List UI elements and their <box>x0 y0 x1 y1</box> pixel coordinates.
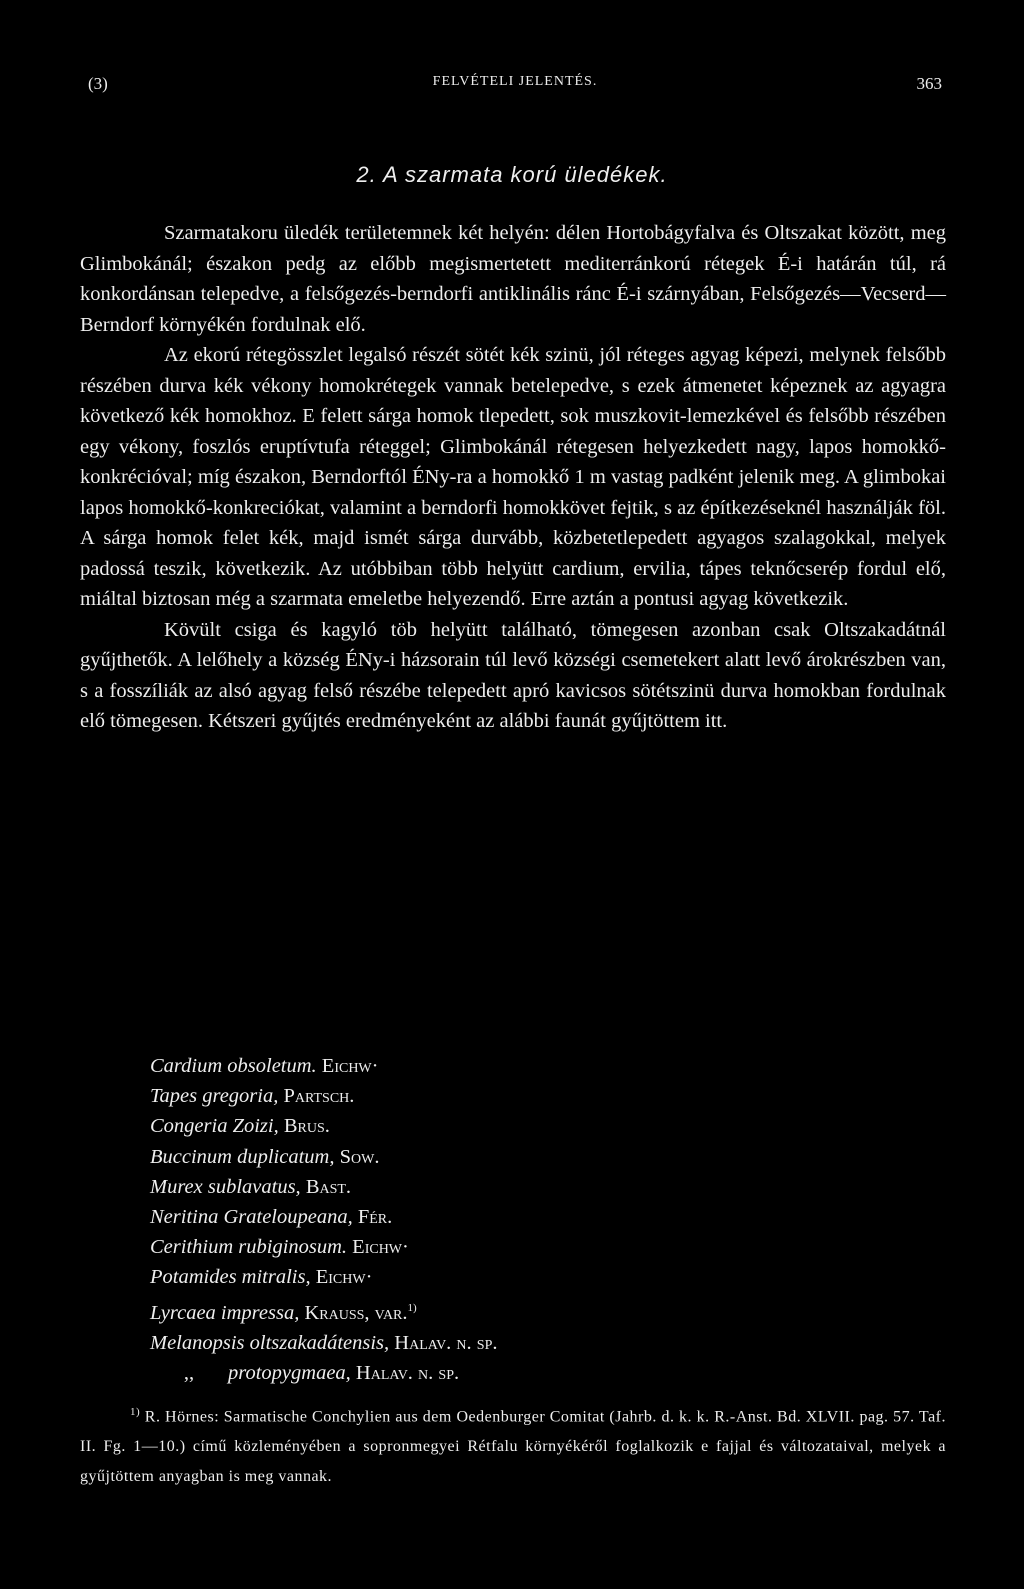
footnote <box>80 1398 946 1492</box>
species-name: Cardium obsoletum. <box>150 1055 317 1077</box>
species-author: Fér. <box>357 1206 393 1229</box>
ditto-mark: ,, <box>183 1361 195 1384</box>
paragraph-2: Az ekorú rétegösszlet legalsó részét sötét kék szinü, jól réteges agyag képezi, melynek felsőbb részében durva kék vékony homokrétegek vannak betelepedve, s ezek átmenetet képeznek az agyagra következő kék homokhoz. E felett sárga homok tlepedett, sok muszkovit-lemezkével és felsőbb részében egy vékony, foszlós eruptívtufa réteggel; Glimbokánál rétegesen helyezkedett nagy, lapos homokkő-konkrécióval; míg északon, Berndorftól ÉNy-ra a homokkő 1 m vastag padként jelenik meg. A glimbokai lapos homokkő-konkreciókat, valamint a berndorfi homokkövet fejtik, s az építkezéseknél használják föl. A sárga homok felet kék, majd ismét sárga durvább, közbetetlepedett agyagos szalagokkal, melyek padossá teszik, következik. Az utóbbiban több helyütt cardium, ervilia, tápes teknőcserép fordul elő, miáltal biztosan még a szarmata emeletbe helyezendő. Erre aztán a pontusi agyag következik. <box>80 344 946 610</box>
footnote-text: R. Hörnes: Sarmatische Conchylien aus dem Oedenburger Comitat (Jahrb. d. k. k. R.-Anst. Bd. XLVII. pag. 57. Taf. II. Fg. 1—10.) című közleményében a sopronmegyei Rétfalu környékéről foglalkozik e fajjal és változataival, melyek a gyűjtöttem anyagban is meg vannak. <box>80 1408 947 1485</box>
species-name: Congeria Zoizi, <box>150 1115 279 1138</box>
species-name: Tapes gregoria, <box>150 1085 279 1108</box>
species-author: Bast. <box>305 1175 352 1198</box>
paragraph-3: Kövült csiga és kagyló töb helyütt található, tömegesen azonban csak Oltszakadátnál gyűjthetők. A lelőhely a község ÉNy-i házsorain túl levő községi csemetekert alatt levő árokrészben van, s a fosszíliák az alsó agyag felső részébe telepedett apró kavicsos sötétszinü durva homokban fordulnak elő tömegesen. Kétszeri gyűjtés eredményeként az alábbi faunát gyűjtöttem itt. <box>80 618 946 732</box>
page-number: 363 <box>916 74 942 93</box>
species-item <box>150 1051 946 1081</box>
paragraph-1: Szarmatakoru üledék területemnek két helyén: délen Hortobágyfalva és Oltszakat között, meg Glimbokánál; északon pedg az előbb megismertetett mediterránkorú rétegek É-i határán túl, rá konkordánsan telepedve, a felsőgezés-berndorfi antiklinális ránc É-i szárnyában, Felsőgezés—Vecserd—Berndorf környékén fordulnak elő. <box>80 222 946 336</box>
species-author: Eichw· <box>315 1266 373 1289</box>
species-item <box>150 1328 946 1358</box>
species-item <box>150 1358 946 1388</box>
running-title: FELVÉTELI JELENTÉS. <box>432 74 598 89</box>
chapter-number: (3) <box>88 74 108 93</box>
species-name: Lyrcaea impressa, <box>150 1301 300 1324</box>
species-name: Cerithium rubiginosum. <box>150 1236 348 1259</box>
footnote-ref: 1) <box>407 1301 417 1314</box>
species-item <box>150 1262 946 1292</box>
species-name: Murex sublavatus, <box>150 1175 301 1198</box>
body-text <box>80 218 946 737</box>
species-list <box>150 1051 946 1388</box>
species-name: Potamides mitralis, <box>150 1266 311 1289</box>
species-author: Partsch. <box>283 1085 355 1108</box>
footnote-marker: 1) <box>130 1406 141 1418</box>
species-item <box>150 1081 946 1111</box>
species-author: Eichw· <box>321 1055 379 1077</box>
species-name: protopygmaea, <box>228 1361 351 1384</box>
species-author: Krauss, var. <box>304 1301 408 1324</box>
running-head <box>88 74 942 98</box>
species-item <box>150 1142 946 1172</box>
species-author: Eichw· <box>352 1236 409 1259</box>
species-item <box>150 1232 946 1262</box>
species-item <box>150 1111 946 1141</box>
section-title: 2. A szarmata korú üledékek. <box>356 162 668 187</box>
species-name: Neritina Grateloupeana, <box>150 1206 353 1229</box>
species-item <box>150 1202 946 1232</box>
species-name: Buccinum duplicatum, <box>150 1145 335 1168</box>
species-name: Melanopsis oltszakadátensis, <box>150 1331 390 1354</box>
species-author: Brus. <box>283 1115 330 1138</box>
species-item <box>150 1293 946 1328</box>
species-author: Halav. n. sp. <box>355 1361 460 1384</box>
species-author: Sow. <box>339 1145 380 1168</box>
species-item <box>150 1172 946 1202</box>
species-author: Halav. n. sp. <box>394 1331 498 1354</box>
